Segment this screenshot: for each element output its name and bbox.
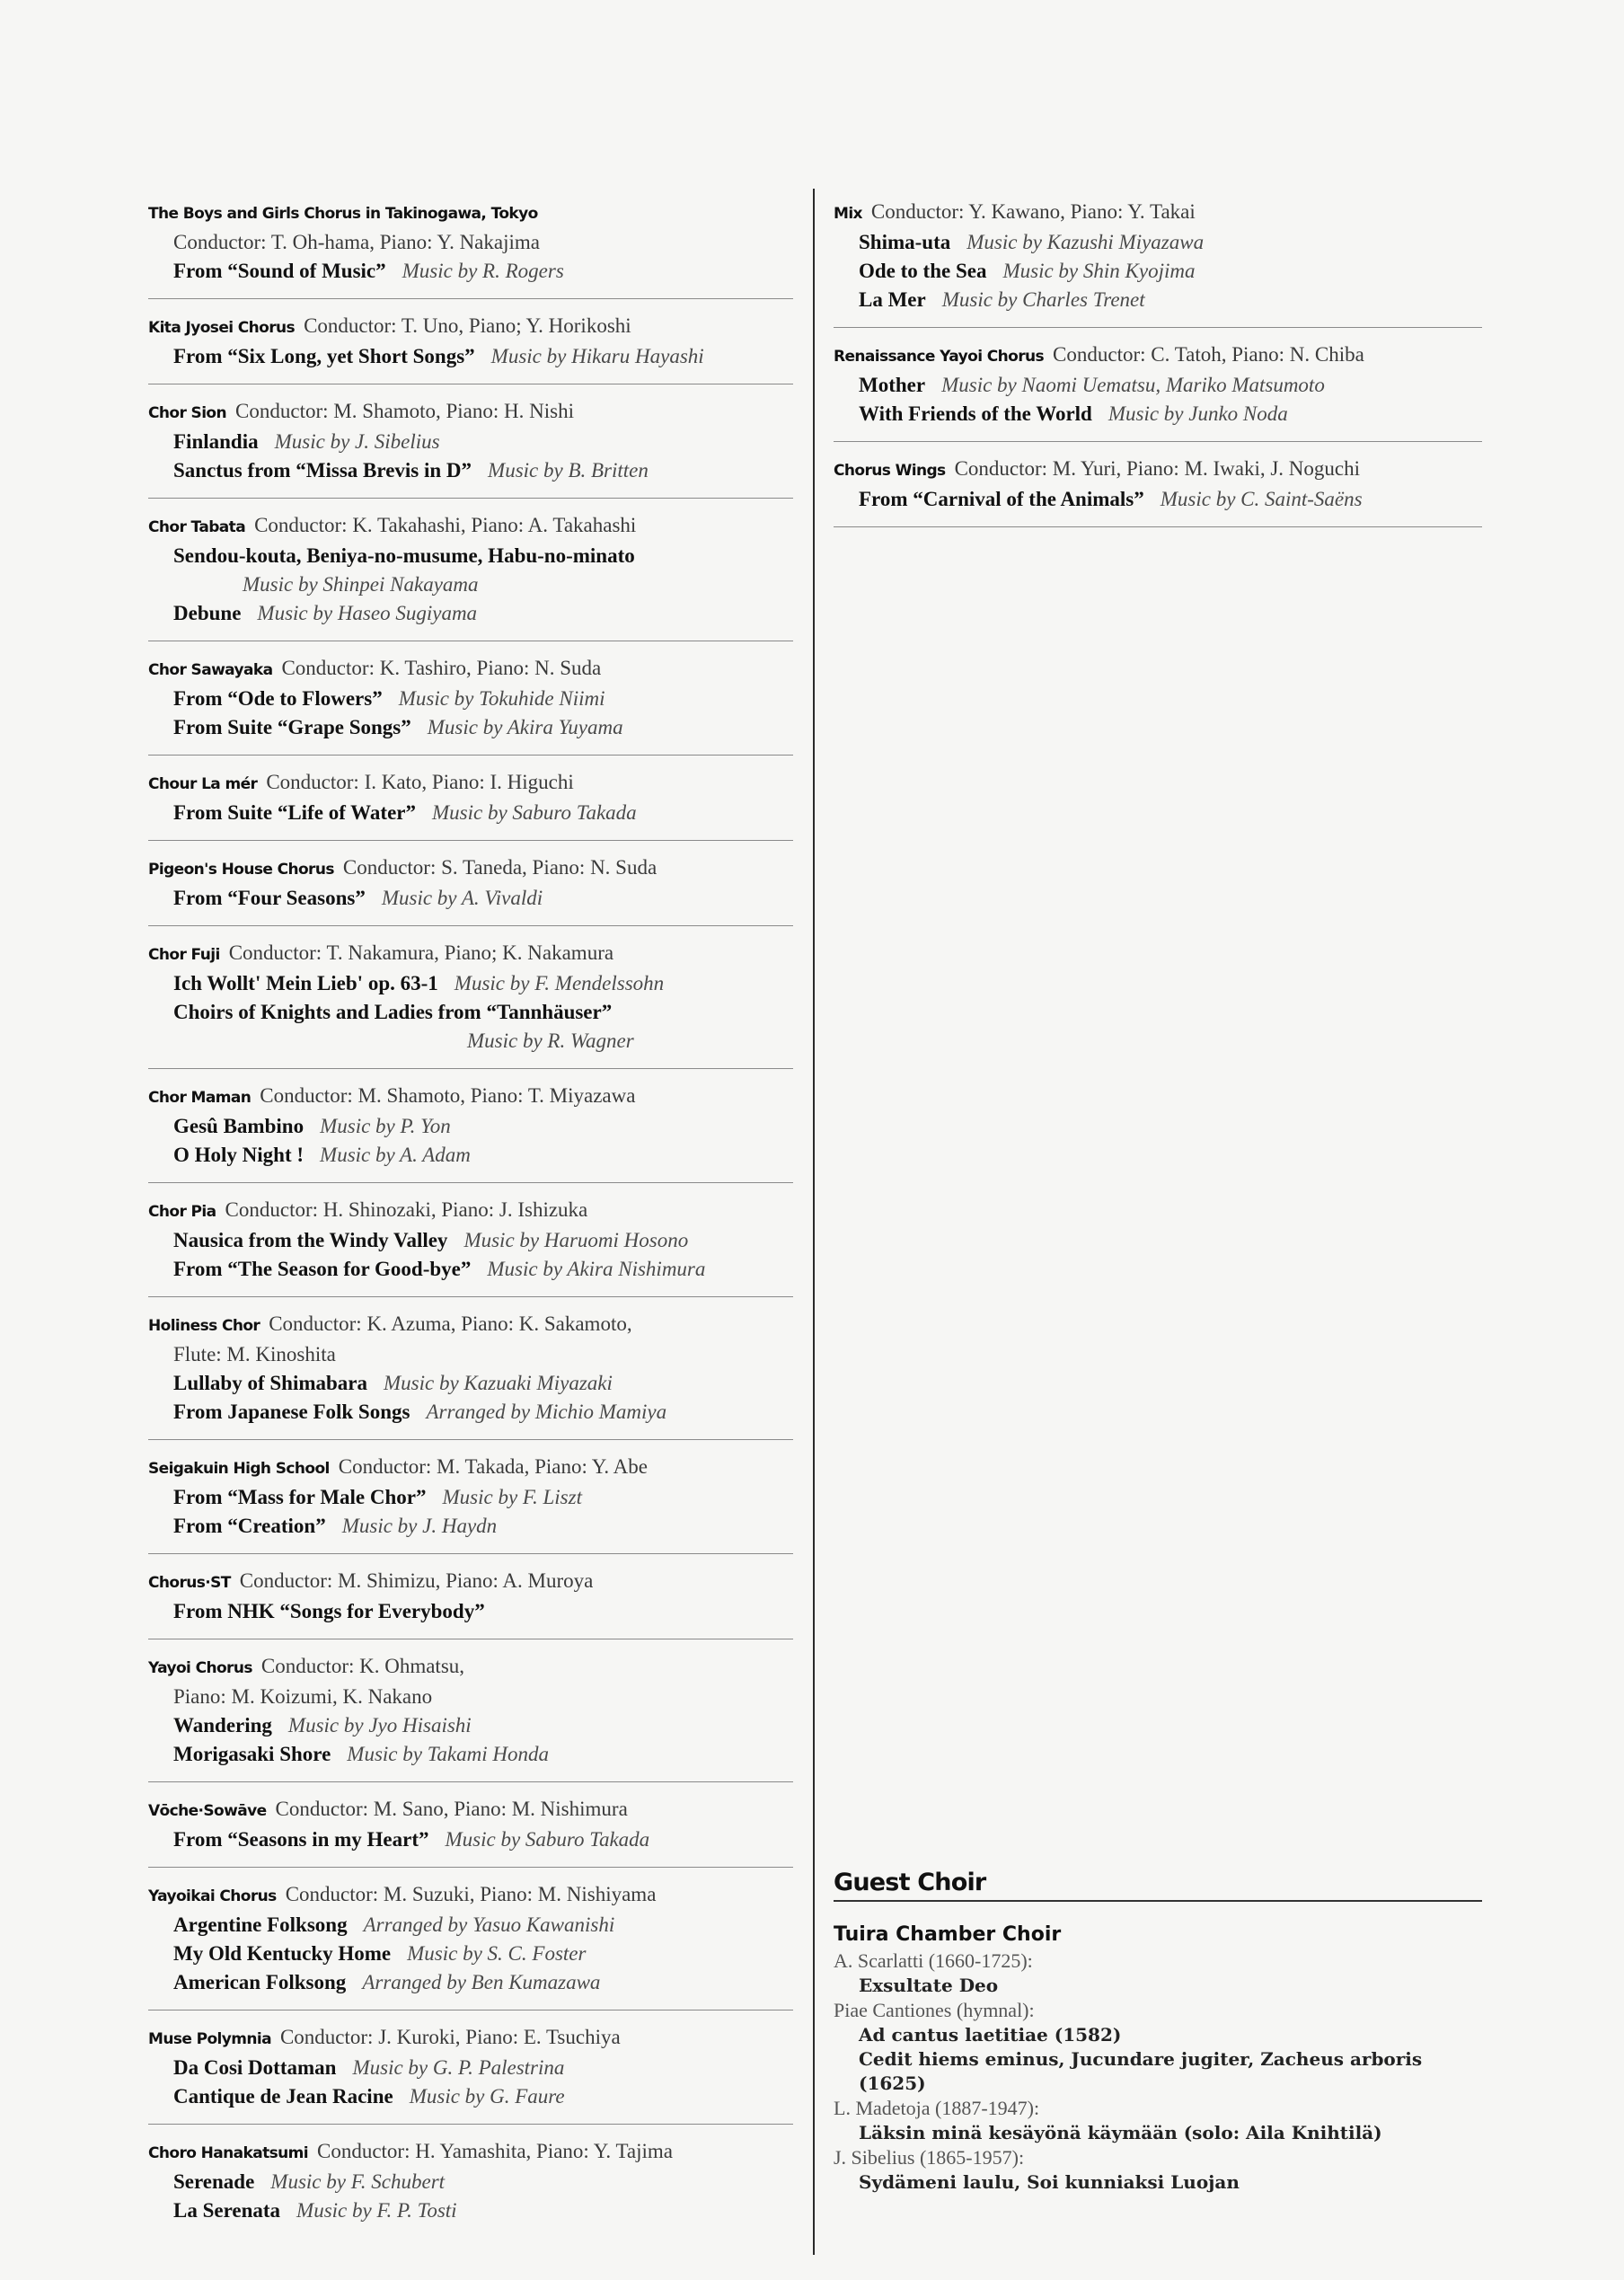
- staff-credit: Piano: M. Koizumi, K. Nakano: [173, 1685, 433, 1708]
- piece-title: Ich Wollt' Mein Lieb' op. 63-1: [173, 972, 438, 994]
- choir-name: Chorus Wings: [834, 462, 946, 480]
- piece-line: [834, 286, 1482, 314]
- piece-title: Läksin minä kesäyönä käymään (solo: Aila Knihtilä): [859, 2122, 1382, 2143]
- composer-credit: Music by G. P. Palestrina: [352, 2056, 565, 2079]
- choir-entry: [148, 1297, 793, 1440]
- piece-line: [148, 1369, 793, 1398]
- choir-entry: [148, 1868, 793, 2010]
- piece-title: Nausica from the Windy Valley: [173, 1229, 448, 1251]
- composer-credit: Music by J. Sibelius: [274, 430, 440, 453]
- choir-name: Kita Jyosei Chorus: [148, 319, 296, 337]
- composer-credit: Music by S. C. Foster: [407, 1942, 587, 1965]
- staff-credit: Conductor: T. Oh-hama, Piano: Y. Nakajima: [173, 231, 540, 253]
- piece-line: [148, 428, 793, 456]
- piece-title: My Old Kentucky Home: [173, 1942, 392, 1965]
- entry-header: [148, 939, 793, 969]
- piece-title: Sydämeni laulu, Soi kunniaksi Luojan: [859, 2171, 1240, 2193]
- left-column: [148, 189, 793, 2238]
- piece-title: Gesû Bambino: [173, 1115, 304, 1137]
- piece-title: From Suite “Life of Water”: [173, 801, 416, 824]
- piece-line: [148, 969, 793, 998]
- piece-line: [148, 799, 793, 827]
- entry-header: [148, 1453, 793, 1483]
- choir-name: Holiness Chor: [148, 1317, 260, 1335]
- entry-header: [148, 1196, 793, 1226]
- piece-line: [148, 1740, 793, 1769]
- piece-line: [148, 1112, 793, 1141]
- guest-choir-section: [834, 1869, 1482, 2195]
- staff-credit: Conductor: Y. Kawano, Piano: Y. Takai: [870, 200, 1196, 223]
- composer-credit: Music by Tokuhide Niimi: [398, 687, 605, 710]
- staff-credit: Conductor: M. Sano, Piano: M. Nishimura: [275, 1798, 628, 1820]
- piece-line: [148, 1825, 793, 1854]
- piece-title: Sanctus from “Missa Brevis in D”: [173, 459, 472, 482]
- piece-title: Wandering: [173, 1714, 272, 1737]
- piece-line: [148, 2196, 793, 2225]
- choir-name: Yayoi Chorus: [148, 1659, 252, 1677]
- choir-entry: [148, 1782, 793, 1868]
- piece-title: Lullaby of Shimabara: [173, 1372, 367, 1394]
- staff-credit: Conductor: M. Suzuki, Piano: M. Nishiyama: [285, 1883, 657, 1905]
- column-divider: [813, 189, 815, 2255]
- piece-line: [148, 2054, 793, 2082]
- piece-title: From “Four Seasons”: [173, 887, 366, 909]
- piece-line: [148, 1711, 793, 1740]
- composer-credit: Music by Haseo Sugiyama: [257, 602, 478, 624]
- staff-credit: Conductor: M. Shamoto, Piano: H. Nishi: [235, 400, 574, 422]
- piece-line: [148, 1141, 793, 1170]
- choir-entry: [148, 189, 793, 299]
- choir-name: Muse Polymnia: [148, 2030, 271, 2048]
- choir-entry: [148, 499, 793, 641]
- composer-credit: Music by Haruomi Hosono: [463, 1229, 689, 1251]
- piece-line: [148, 1911, 793, 1940]
- choir-entry: [148, 841, 793, 926]
- entry-header: [148, 654, 793, 685]
- piece-line: [148, 1255, 793, 1284]
- piece-title: La Mer: [859, 288, 926, 311]
- staff-credit: Conductor: I. Kato, Piano: I. Higuchi: [266, 771, 574, 793]
- entry-header: [148, 1652, 793, 1683]
- entry-header: [148, 1880, 793, 1911]
- composer-credit: Music by F. P. Tosti: [296, 2199, 457, 2222]
- staff-credit: Conductor: M. Yuri, Piano: M. Iwaki, J. Noguchi: [954, 457, 1361, 480]
- composer-credit: Music by Shinpei Nakayama: [243, 573, 479, 596]
- piece-line: [834, 400, 1482, 429]
- entry-header: [148, 768, 793, 799]
- choir-entry: [148, 384, 793, 499]
- choir-name: Yayoikai Chorus: [148, 1887, 277, 1905]
- piece-title: Finlandia: [173, 430, 259, 453]
- piece-title: From NHK “Songs for Everybody”: [173, 1600, 485, 1622]
- entry-header: [148, 397, 793, 428]
- composer-credit: Music by Hikaru Hayashi: [490, 345, 704, 367]
- piece-title: Choirs of Knights and Ladies from “Tannhäuser”: [173, 1001, 613, 1023]
- choir-entry: [148, 756, 793, 841]
- staff-credit: Conductor: K. Takahashi, Piano: A. Takahashi: [254, 514, 637, 536]
- composer-credit: Music by Shin Kyojima: [1002, 260, 1196, 282]
- choir-entry: [148, 1639, 793, 1782]
- staff-credit: Conductor: K. Ohmatsu,: [260, 1655, 465, 1677]
- piece-line: [834, 228, 1482, 257]
- choir-name: Choro Hanakatsumi: [148, 2144, 308, 2162]
- choir-entry: [148, 641, 793, 756]
- choir-name: Chour La mér: [148, 775, 258, 793]
- composer-name: L. Madetoja (1887-1947):: [834, 2097, 1040, 2119]
- choir-name: Seigakuin High School: [148, 1460, 330, 1478]
- piece-title: From “Mass for Male Chor”: [173, 1486, 427, 1508]
- staff-credit: Conductor: S. Taneda, Piano: N. Suda: [342, 856, 658, 879]
- entry-header: [834, 340, 1482, 371]
- piece-line: [148, 884, 793, 913]
- staff-credit: Conductor: M. Shamoto, Piano: T. Miyazawa: [260, 1084, 636, 1107]
- choir-name: The Boys and Girls Chorus in Takinogawa, Tokyo: [148, 205, 538, 223]
- composer-name: J. Sibelius (1865-1957):: [834, 2146, 1025, 2169]
- piece-line: [834, 485, 1482, 514]
- staff-credit: Conductor: M. Shimizu, Piano: A. Muroya: [239, 1569, 594, 1592]
- choir-entry: [148, 1183, 793, 1297]
- guest-choir-name: Tuira Chamber Choir: [834, 1923, 1062, 1946]
- choir-entry: [834, 442, 1482, 527]
- guest-program-list: [834, 1949, 1482, 2195]
- composer-credit: Music by Kazushi Miyazawa: [966, 231, 1205, 253]
- choir-entry: [148, 1554, 793, 1639]
- piece-line: [148, 1027, 793, 1056]
- piece-line: [148, 1940, 793, 1968]
- piece-line: [148, 2082, 793, 2111]
- piece-line: [148, 342, 793, 371]
- piece-line: [148, 1398, 793, 1427]
- composer-credit: Music by B. Britten: [488, 459, 649, 482]
- piece-title: American Folksong: [173, 1971, 347, 1993]
- composer-credit: Music by Takami Honda: [347, 1743, 549, 1765]
- entry-header: [148, 1795, 793, 1825]
- piece-line: [148, 685, 793, 713]
- composer-credit: Music by Saburo Takada: [432, 801, 637, 824]
- piece-title: From “Creation”: [173, 1515, 326, 1537]
- composer-credit: Music by Charles Trenet: [941, 288, 1145, 311]
- piece-title: Cedit hiems eminus, Jucundare jugiter, Zacheus arboris (1625): [859, 2048, 1423, 2094]
- entry-header: [148, 1310, 793, 1340]
- composer-credit: Music by R. Rogers: [402, 260, 564, 282]
- piece-line: [148, 1597, 793, 1626]
- choir-entry: [148, 2125, 793, 2238]
- choir-entry: [148, 2010, 793, 2125]
- piece-title: From “Six Long, yet Short Songs”: [173, 345, 475, 367]
- piece-line: [148, 1226, 793, 1255]
- choir-name: Chor Sion: [148, 404, 227, 422]
- piece-title: Debune: [173, 602, 242, 624]
- piece-line: [148, 570, 793, 599]
- piece-title: Cantique de Jean Racine: [173, 2085, 393, 2108]
- piece-title: La Serenata: [173, 2199, 281, 2222]
- piece-title: Da Cosi Dottaman: [173, 2056, 337, 2079]
- choir-name: Chor Sawayaka: [148, 661, 273, 679]
- piece-line: [148, 1968, 793, 1997]
- staff-credit: Conductor: C. Tatoh, Piano: N. Chiba: [1053, 343, 1364, 366]
- piece-line: [148, 456, 793, 485]
- piece-line: [148, 713, 793, 742]
- composer-name: Piae Cantiones (hymnal):: [834, 1999, 1035, 2021]
- entry-header: [148, 511, 793, 542]
- choir-name: Renaissance Yayoi Chorus: [834, 348, 1045, 366]
- staff-credit: Conductor: H. Shinozaki, Piano: J. Ishizuka: [225, 1198, 588, 1221]
- piece-line: [148, 542, 793, 570]
- choir-entry: [834, 328, 1482, 442]
- piece-title: From “Seasons in my Heart”: [173, 1828, 429, 1851]
- right-column: [834, 189, 1482, 527]
- choir-name: Vōche·Sowāve: [148, 1802, 267, 1820]
- composer-credit: Music by R. Wagner: [467, 1030, 634, 1052]
- piece-line: [834, 257, 1482, 286]
- staff-credit: Conductor: J. Kuroki, Piano: E. Tsuchiya: [279, 2026, 621, 2048]
- composer-credit: Music by Saburo Takada: [445, 1828, 650, 1851]
- choir-name: Chor Maman: [148, 1089, 252, 1107]
- staff-credit: Conductor: K. Tashiro, Piano: N. Suda: [281, 657, 602, 679]
- guest-choir-heading: Guest Choir: [834, 1869, 1482, 1902]
- composer-credit: Arranged by Michio Mamiya: [426, 1401, 667, 1423]
- choir-entry: [148, 1069, 793, 1183]
- composer-credit: Music by A. Adam: [320, 1144, 471, 1166]
- composer-credit: Music by J. Haydn: [341, 1515, 498, 1537]
- piece-line: [148, 599, 793, 628]
- choir-name: Chor Pia: [148, 1203, 216, 1221]
- piece-line: [148, 998, 793, 1027]
- piece-title: Argentine Folksong: [173, 1913, 348, 1936]
- piece-title: Sendou-kouta, Beniya-no-musume, Habu-no-minato: [173, 544, 635, 567]
- staff-credit: Conductor: H. Yamashita, Piano: Y. Tajima: [316, 2140, 673, 2162]
- piece-title: Ad cantus laetitiae (1582): [859, 2024, 1122, 2046]
- entry-header: [148, 2137, 793, 2168]
- entry-header: [148, 1082, 793, 1112]
- choir-name: Chorus·ST: [148, 1574, 231, 1592]
- piece-line: [834, 371, 1482, 400]
- piece-title: Ode to the Sea: [859, 260, 987, 282]
- choir-entry: [834, 189, 1482, 328]
- choir-name: Pigeon's House Chorus: [148, 861, 334, 879]
- entry-header: [148, 2023, 793, 2054]
- piece-title: From “Sound of Music”: [173, 260, 386, 282]
- choir-entry: [148, 1440, 793, 1554]
- composer-credit: Music by Akira Yuyama: [427, 716, 623, 738]
- choir-entry: [148, 299, 793, 384]
- choir-name: Chor Fuji: [148, 946, 220, 964]
- piece-title: From Japanese Folk Songs: [173, 1401, 410, 1423]
- choir-name: Chor Tabata: [148, 518, 246, 536]
- composer-credit: Music by F. Liszt: [442, 1486, 582, 1508]
- entry-header: [148, 1567, 793, 1597]
- composer-name: A. Scarlatti (1660-1725):: [834, 1949, 1033, 1972]
- piece-title: From “The Season for Good-bye”: [173, 1258, 472, 1280]
- composer-credit: Arranged by Ben Kumazawa: [362, 1971, 601, 1993]
- composer-credit: Music by Jyo Hisaishi: [287, 1714, 472, 1737]
- piece-line: [148, 1512, 793, 1541]
- piece-title: O Holy Night !: [173, 1144, 304, 1166]
- piece-title: Morigasaki Shore: [173, 1743, 331, 1765]
- composer-credit: Music by Junko Noda: [1108, 402, 1288, 425]
- piece-line: [148, 2168, 793, 2196]
- choir-entry: [148, 926, 793, 1069]
- piece-title: Mother: [859, 374, 926, 396]
- piece-title: From “Ode to Flowers”: [173, 687, 383, 710]
- piece-title: Shima-uta: [859, 231, 951, 253]
- composer-credit: Music by Naomi Uematsu, Mariko Matsumoto: [941, 374, 1325, 396]
- staff-credit: Conductor: T. Uno, Piano; Y. Horikoshi: [304, 314, 631, 337]
- composer-credit: Music by C. Saint-Saëns: [1160, 488, 1363, 510]
- staff-credit: Flute: M. Kinoshita: [173, 1343, 336, 1365]
- entry-header: [834, 198, 1482, 228]
- piece-title: From “Carnival of the Animals”: [859, 488, 1144, 510]
- composer-credit: Arranged by Yasuo Kawanishi: [363, 1913, 615, 1936]
- composer-credit: Music by A. Vivaldi: [381, 887, 543, 909]
- choir-name: Mix: [834, 205, 862, 223]
- piece-title: Exsultate Deo: [859, 1975, 999, 1996]
- entry-header: [148, 853, 793, 884]
- composer-credit: Music by F. Mendelssohn: [454, 972, 665, 994]
- staff-credit: Conductor: T. Nakamura, Piano; K. Nakamura: [228, 941, 614, 964]
- composer-credit: Music by G. Faure: [409, 2085, 565, 2108]
- staff-credit: Conductor: M. Takada, Piano: Y. Abe: [338, 1455, 648, 1478]
- staff-credit: Conductor: K. Azuma, Piano: K. Sakamoto,: [269, 1312, 632, 1335]
- piece-title: From Suite “Grape Songs”: [173, 716, 411, 738]
- composer-credit: Music by P. Yon: [320, 1115, 451, 1137]
- composer-credit: Music by F. Schubert: [270, 2170, 446, 2193]
- composer-credit: Music by Kazuaki Miyazaki: [384, 1372, 613, 1394]
- piece-title: Serenade: [173, 2170, 255, 2193]
- entry-header: [148, 198, 793, 228]
- piece-line: [148, 1483, 793, 1512]
- piece-title: With Friends of the World: [859, 402, 1092, 425]
- entry-header: [148, 312, 793, 342]
- entry-header: [834, 455, 1482, 485]
- composer-credit: Music by Akira Nishimura: [487, 1258, 706, 1280]
- piece-line: [148, 257, 793, 286]
